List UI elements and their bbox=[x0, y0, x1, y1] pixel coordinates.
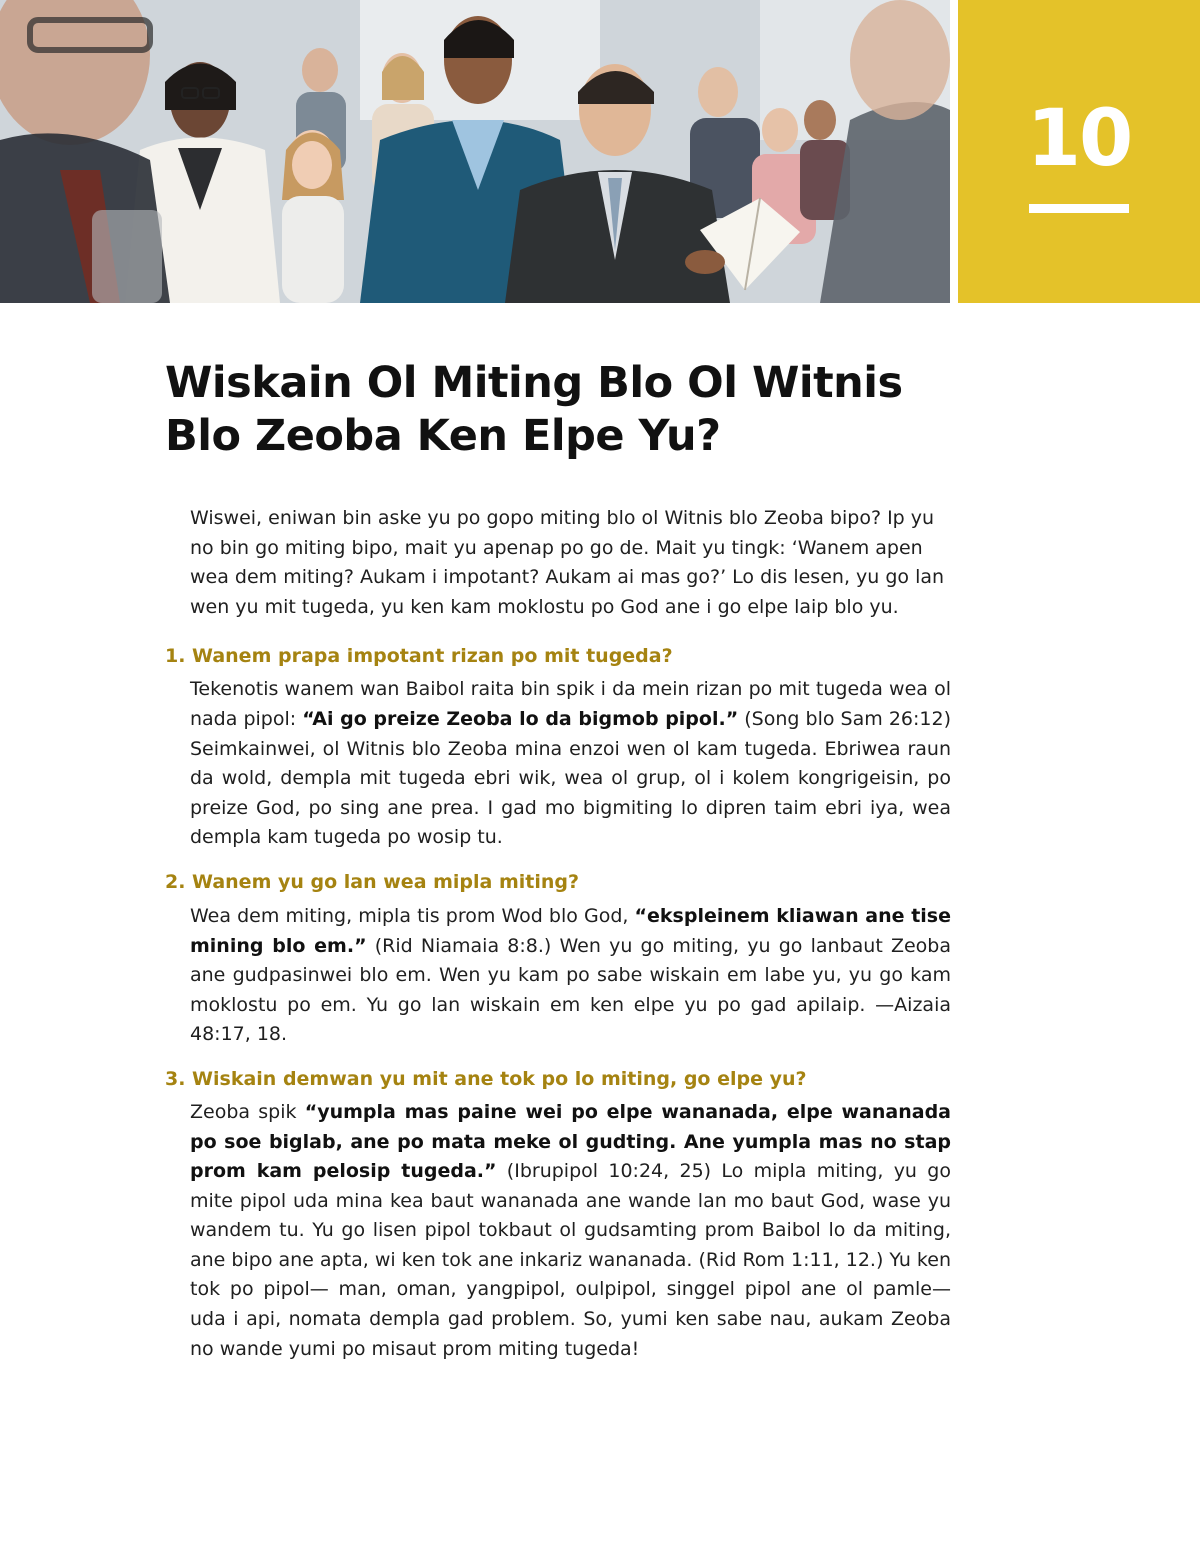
hero-photo bbox=[0, 0, 950, 303]
intro-paragraph: Wiswei, eniwan bin aske yu po gopo miting blo ol Witnis blo Zeoba bipo? Ip yu no bin go miting bipo, mait yu apenap po go de. Mait yu tingk: ‘Wanem apen wea dem miting? Aukam i impotant? Aukam ai mas go?’ Lo dis lesen, yu go lan wen yu mit tugeda, yu ken kam moklostu po God ane i go elpe laip blo yu. bbox=[190, 507, 945, 618]
answer-text: (Song blo Sam 26:12) Seimkainwei, ol Witnis blo Zeoba mina enzoi wen ol kam tugeda. Ebriwea raun da wold, dempla mit tugeda ebri wik, wea ol grup, ol i kolem kongrigeisin, po preize God, po sing ane prea. I gad mo bigmiting lo dipren taim ebri iya, wea dempla kam tugeda po wosip tu. bbox=[190, 707, 951, 849]
title-line-1: Wiskain Ol Miting Blo Ol Witnis bbox=[165, 358, 903, 408]
badge-underline bbox=[1029, 204, 1129, 213]
lesson-number: 10 bbox=[1026, 94, 1132, 184]
question-1-answer bbox=[190, 675, 951, 853]
answer-text: Tekenotis wanem wan Baibol raita bin spik i da mein rizan po mit tugeda wea ol nada pipol: bbox=[190, 678, 951, 730]
question-3-answer bbox=[190, 1098, 951, 1364]
lesson-content bbox=[165, 504, 951, 1364]
answer-text: Zeoba spik bbox=[190, 1100, 305, 1123]
answer-text: (Ibrupipol 10:24, 25) Lo mipla miting, yu go mite pipol uda mina kea baut wananada ane wande lan mo baut God, wase yu wandem tu. Yu go lisen pipol tokbaut ol gudsamting prom Baibol lo da miting, ane bipo ane apta, wi ken tok ane inkariz wananada. (Rid Rom 1:11, 12.) Yu ken tok po pipol— man, oman, yangpipol, oulpipol, singgel pipol ane ol pamle— uda i api, nomata dempla gad problem. So, yumi ken sabe nau, aukam Zeoba no wande yumi po misaut prom miting tugeda! bbox=[190, 1160, 951, 1360]
question-1-heading: 1. Wanem prapa impotant rizan po mit tugeda? bbox=[165, 645, 673, 668]
lesson-number-badge bbox=[958, 0, 1200, 303]
meeting-audience-illustration bbox=[0, 0, 950, 303]
answer-text: (Rid Niamaia 8:8.) Wen yu go miting, yu go lanbaut Zeoba ane gudpasinwei blo em. Wen yu kam po sabe wiskain em labe yu, yu go kam moklostu po em. Yu go lan wiskain em ken elpe yu po gad apilaip. —Aizaia 48:17, 18. bbox=[190, 934, 952, 1046]
title-line-2: Blo Zeoba Ken Elpe Yu? bbox=[165, 411, 721, 461]
question-3-heading: 3. Wiskain demwan yu mit ane tok po lo miting, go elpe yu? bbox=[165, 1067, 807, 1090]
scripture-quote: “ekspleinem kliawan ane tise mining blo em.” bbox=[190, 904, 951, 957]
question-2-heading: 2. Wanem yu go lan wea mipla miting? bbox=[165, 870, 580, 893]
scripture-quote: “yumpla mas paine wei po elpe wananada, elpe wananada po soe biglab, ane po mata meke ol gudting. Ane yumpla mas no stap prom kam pelosip tugeda.” bbox=[190, 1100, 951, 1183]
scripture-quote: “Ai go preize Zeoba lo da bigmob pipol.” bbox=[302, 707, 739, 730]
answer-text: Wea dem miting, mipla tis prom Wod blo God, bbox=[190, 904, 635, 927]
question-2-answer bbox=[190, 902, 951, 1050]
lesson-title bbox=[165, 357, 965, 463]
